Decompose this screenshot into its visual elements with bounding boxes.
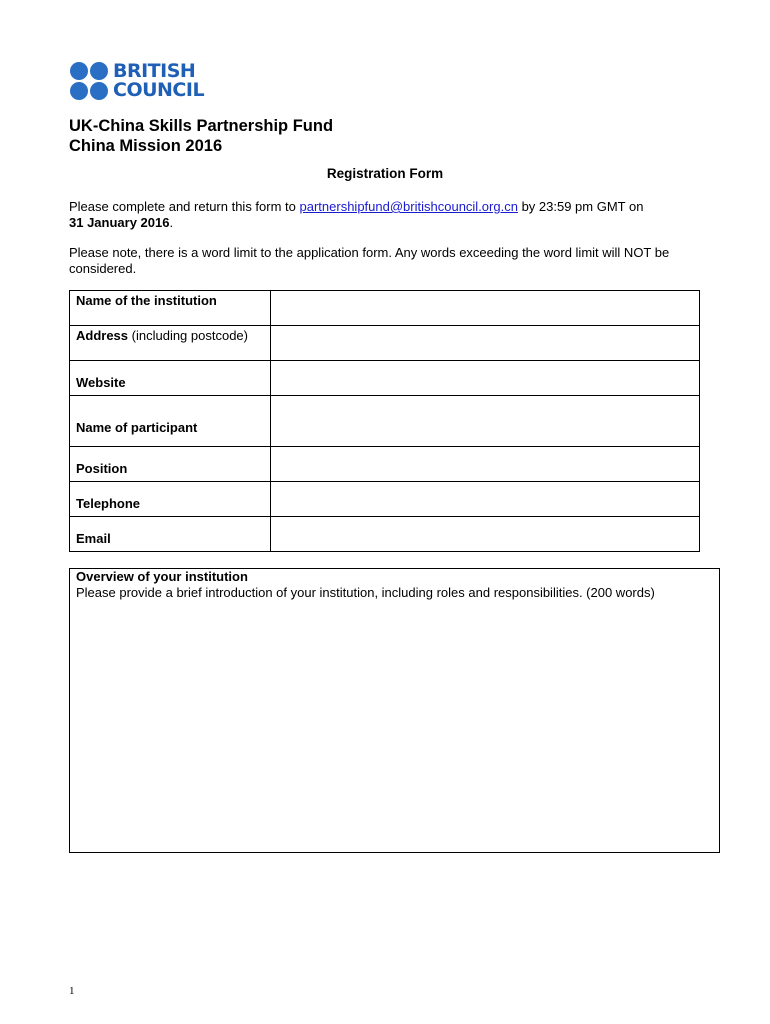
overview-textarea[interactable] xyxy=(69,568,720,853)
address-input[interactable] xyxy=(271,326,700,361)
intro-text-before: Please complete and return this form to xyxy=(69,199,300,214)
field-label-text: Telephone xyxy=(76,496,141,511)
field-label-extra: (including postcode) xyxy=(128,328,248,343)
table-row xyxy=(70,482,700,517)
field-label-text: Address xyxy=(76,328,129,343)
website-input[interactable] xyxy=(271,361,700,396)
field-label xyxy=(70,517,271,552)
document-title xyxy=(69,116,333,156)
field-label-text: Name of participant xyxy=(76,420,198,435)
title-line-1: UK-China Skills Partnership Fund xyxy=(69,117,334,135)
field-label-text: Name of the institution xyxy=(76,293,217,308)
logo-dots-icon xyxy=(70,62,108,100)
telephone-input[interactable] xyxy=(271,482,700,517)
logo-line-2: COUNCIL xyxy=(113,79,205,101)
field-label xyxy=(70,361,271,396)
table-row xyxy=(70,396,700,447)
intro-text-after: by 23:59 pm GMT on xyxy=(517,199,644,214)
table-row xyxy=(70,326,700,361)
participant-name-input[interactable] xyxy=(271,396,700,447)
table-row xyxy=(70,517,700,552)
table-row xyxy=(70,361,700,396)
field-label xyxy=(70,447,271,482)
field-label-text: Website xyxy=(76,375,126,390)
field-label-text: Email xyxy=(76,531,111,546)
period: . xyxy=(169,215,174,230)
email-link[interactable]: partnershipfund@britishcouncil.org.cn xyxy=(299,199,518,214)
word-limit-note: Please note, there is a word limit to the application form. Any words exceeding the word limit will NOT be considered. xyxy=(69,245,670,276)
field-label xyxy=(70,482,271,517)
british-council-logo xyxy=(70,62,204,100)
overview-heading: Overview of your institution xyxy=(76,569,248,584)
table-row xyxy=(70,291,700,326)
overview-instruction: Please provide a brief introduction of your institution, including roles and responsibilities. (200 words) xyxy=(76,585,655,600)
table-row xyxy=(70,447,700,482)
field-label xyxy=(70,326,271,361)
field-label xyxy=(70,396,271,447)
title-line-2: China Mission 2016 xyxy=(69,137,223,155)
registration-details-table xyxy=(69,290,700,552)
email-input[interactable] xyxy=(271,517,700,552)
page-number: 1 xyxy=(69,985,75,997)
logo-wordmark xyxy=(113,62,204,100)
submission-instructions xyxy=(69,199,709,231)
field-label xyxy=(70,291,271,326)
form-title: Registration Form xyxy=(326,166,444,181)
deadline-date: 31 January 2016 xyxy=(69,215,170,230)
logo-line-1: BRITISH xyxy=(113,60,196,82)
position-input[interactable] xyxy=(271,447,700,482)
field-label-text: Position xyxy=(76,461,128,476)
institution-name-input[interactable] xyxy=(271,291,700,326)
